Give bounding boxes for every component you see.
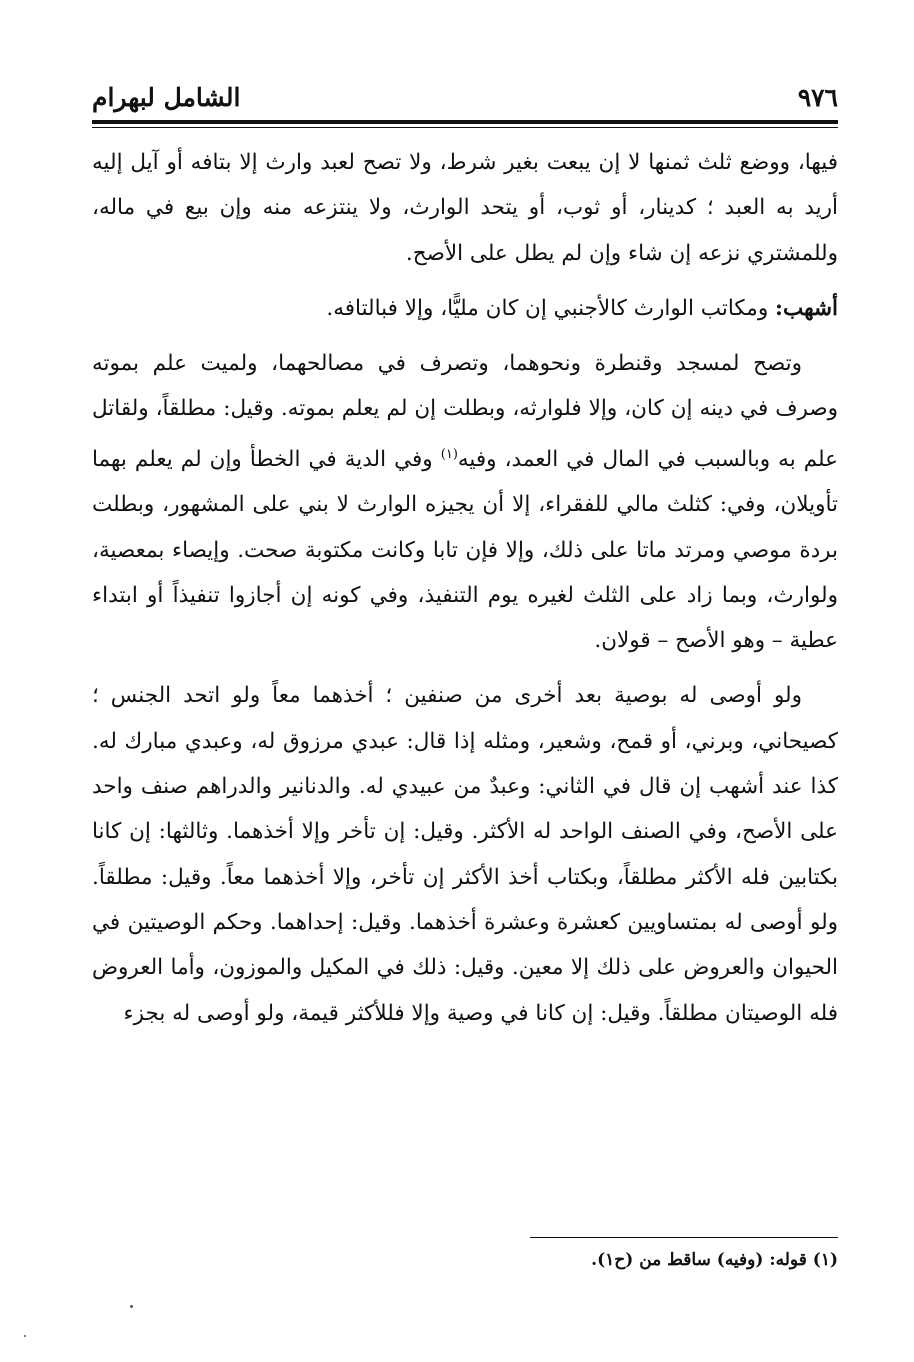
- scan-speck: [24, 1335, 26, 1337]
- page-number: ٩٧٦: [797, 83, 838, 112]
- footnote-ref: (١): [440, 446, 458, 462]
- main-text: [92, 140, 838, 1036]
- header-rule-thin: [92, 127, 838, 128]
- footnote: (١) قوله: (وفيه) ساقط من (ح١).: [591, 1250, 838, 1270]
- book-title: الشامل لبهرام: [92, 83, 241, 112]
- paragraph-1: فيها، ووضع ثلث ثمنها لا إن يبعت بغير شرط، ولا تصح لعبد وارث إلا بتافه أو آيل إليه أريد به العبد ؛ كدينار، أو ثوب، أو يتحد الوارث، ولا ينتزعه منه وإن بيع في ماله، وللمشتري نزعه إن شاء وإن لم يطل على الأصح.: [92, 150, 838, 266]
- paragraph-lead: أشهب:: [775, 295, 838, 321]
- paragraph-3: وتصح لمسجد وقنطرة ونحوهما، وتصرف في مصالحهما، ولميت علم بموته وصرف في دينه إن كان، وإلا فلوارثه، وبطلت إن لم يعلم بموته. وقيل: مطلقاً، ولقاتل علم به وبالسبب في المال في العمد، وفيه$^{(١)}$ وفي الدية في الخطأ وإن لم يعلم بهما تأويلان، وفي: كثلث مالي للفقراء، إلا أن يجيزه الوارث لا بني على المشهور، وبطلت بردة موصي ومرتد ماتا على ذلك، وإلا فإن تابا وكانت مكتوبة صحت. وإيصاء بمعصية، ولوارث، وبما زاد على الثلث لغيره يوم التنفيذ، وفي كونه إن أجازوا تنفيذاً أو ابتداء عطية – وهو الأصح – قولان.: [92, 351, 838, 654]
- scan-speck: [130, 1305, 133, 1308]
- paragraph-2: أشهب: ومكاتب الوارث كالأجنبي إن كان مليًّا، وإلا فبالتافه.: [326, 295, 838, 321]
- paragraph-4: ولو أوصى له بوصية بعد أخرى من صنفين ؛ أخذهما معاً ولو اتحد الجنس ؛ كصيحاني، وبرني، أو قمح، وشعير، ومثله إذا قال: عبدي مرزوق له، وعبدي مبارك له. كذا عند أشهب إن قال في الثاني: وعبدٌ من عبيدي له. والدنانير والدراهم صنف واحد على الأصح، وفي الصنف الواحد له الأكثر. وقيل: إن تأخر وإلا أخذهما. وثالثها: إن كانا بكتابين فله الأكثر مطلقاً، وبكتاب أخذ الأكثر إن تأخر، وإلا أخذهما معاً. وقيل: مطلقاً. ولو أوصى له بمتساويين كعشرة وعشرة أخذهما. وقيل: إحداهما. وحكم الوصيتين في الحيوان والعروض على ذلك إلا معين. وقيل: ذلك في المكيل والموزون، وأما العروض فله الوصيتان مطلقاً. وقيل: إن كانا في وصية وإلا فللأكثر قيمة، ولو أوصى له بجزء: [92, 683, 838, 1026]
- footnote-rule: [530, 1237, 838, 1238]
- header-rule-thick: [92, 120, 838, 124]
- page-header: [92, 72, 838, 112]
